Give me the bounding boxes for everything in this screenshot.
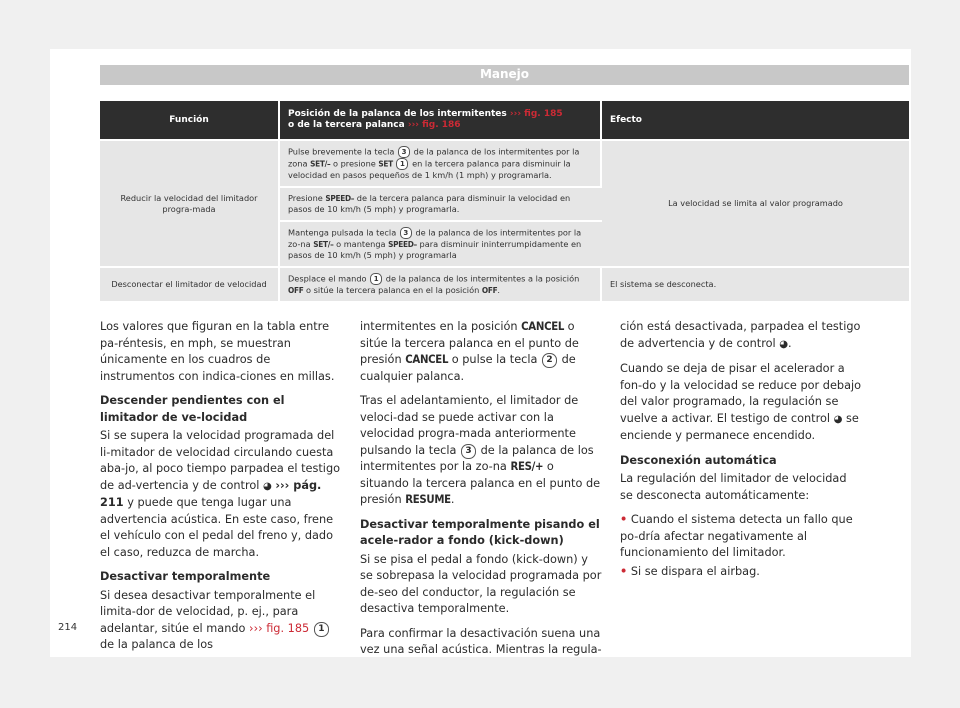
- paragraph: La regulación del limitador de velocidad se desconecta automáticamente:: [620, 472, 847, 502]
- row1-position-2: Presione SPEED– de la tercera palanca para disminuir la velocidad en pasos de 10 km/h (5 mph) y programarla.: [280, 186, 602, 220]
- row2-effect: El sistema se desconecta.: [602, 266, 909, 301]
- speedometer-icon: ◕: [263, 480, 272, 492]
- section-header: [100, 65, 909, 85]
- bullet-icon: •: [620, 564, 628, 578]
- paragraph: Si se pisa el pedal a fondo (kick-down) y se sobrepasa la velocidad programada por de-seo del conductor, la regulación se desactiva temporalmente.: [360, 552, 602, 615]
- page-link[interactable]: ››› pág. 211: [100, 478, 322, 509]
- key-label: RESUME: [405, 493, 451, 506]
- paragraph: Si desea desactivar temporalmente el limita-dor de velocidad, p. ej., para adelantar, sitúe el mando ››› fig. 185 1 de la palanca de los: [100, 588, 342, 654]
- header-effect: Efecto: [602, 101, 909, 139]
- row1-function: Reducir la velocidad del limitador progra-mada: [100, 139, 280, 266]
- speedometer-icon: ◕: [779, 338, 788, 350]
- table-header-row: [100, 101, 909, 139]
- key-label: CANCEL: [521, 320, 565, 333]
- callout-number: 1: [314, 622, 329, 637]
- list-item: • Cuando el sistema detecta un fallo que po-dría afectar negativamente al funcionamiento del limitador.: [620, 513, 853, 559]
- key-label: CANCEL: [405, 353, 449, 366]
- list-item: • Si se dispara el airbag.: [620, 564, 760, 578]
- row1-effect: La velocidad se limita al valor programado: [602, 139, 909, 266]
- manual-page: [50, 49, 911, 657]
- key-label: SPEED–: [325, 193, 355, 203]
- key-label: SET: [378, 158, 393, 169]
- key-label: SET/–: [310, 158, 331, 169]
- fig-link[interactable]: ››› fig. 185: [249, 621, 310, 635]
- paragraph: ción está desactivada, parpadea el testigo de advertencia y de control ◕.: [620, 320, 861, 350]
- key-label: RES/+: [510, 460, 544, 473]
- paragraph: Cuando se deja de pisar el acelerador a fon-do y la velocidad se reduce por debajo del valor programado, la regulación se vuelve a activar. El testigo de control ◕ se enciende y permanece encendido.: [620, 362, 862, 442]
- text-column-1: [100, 319, 342, 662]
- callout-number: 3: [461, 444, 476, 459]
- key-label: SET/–: [313, 239, 334, 249]
- paragraph: Los valores que figuran en la tabla entre pa-réntesis, en mph, se muestran únicamente en los cuadros de instrumentos con indica-ciones en millas.: [100, 320, 335, 383]
- bullet-icon: •: [620, 513, 628, 526]
- subheading: Desconexión automática: [620, 453, 777, 467]
- subheading: Descender pendientes con el limitador de ve-locidad: [100, 394, 285, 424]
- table-row: [100, 266, 909, 301]
- header-function: Función: [100, 101, 280, 139]
- paragraph: Para confirmar la desactivación suena una vez una señal acústica. Mientras la regula-: [360, 626, 602, 656]
- paragraph: intermitentes en la posición CANCEL o sitúe la tercera palanca en el punto de presión CANCEL o pulse la tecla 2 de cualquier palanca.: [360, 320, 579, 383]
- paragraph: Tras el adelantamiento, el limitador de veloci-dad se puede activar con la velocidad progra-mada anteriormente pulsando la tecla 3 de la palanca de los intermitentes por la zo-na RES/+ o situando la tercera palanca en el punto de presión RESUME.: [360, 394, 601, 506]
- table-row: [100, 139, 909, 186]
- speedometer-icon: ◕: [833, 413, 843, 425]
- fig-link[interactable]: ››› fig. 186: [407, 120, 461, 130]
- callout-number: 3: [398, 146, 410, 158]
- key-label: OFF: [288, 285, 304, 295]
- text-column-2: [360, 319, 602, 667]
- text-column-3: [620, 319, 862, 588]
- section-title: Manejo: [479, 67, 530, 81]
- subheading: Desactivar temporalmente: [100, 570, 271, 583]
- fig-link[interactable]: ››› fig. 185: [509, 109, 563, 119]
- paragraph: Si se supera la velocidad programada del li-mitador de velocidad circulando cuesta aba-jo, al poco tiempo parpadea el testigo de ad-vertencia y de control ◕ ››› pág. 211 y puede que tenga lugar una advertencia acústica. En este caso, frene el vehículo con el pedal del freno y, dado el caso, reduzca de marcha.: [100, 429, 341, 559]
- callout-number: 3: [400, 227, 412, 239]
- row2-position: Desplace el mando 1 de la palanca de los intermitentes a la posición OFF o sitúe la tercera palanca en el la posición OFF.: [280, 266, 602, 301]
- key-label: OFF: [481, 285, 498, 295]
- callout-number: 2: [542, 353, 557, 368]
- header-position: Posición de la palanca de los intermitentes ››› fig. 185 o de la tercera palanca ››› fig. 186: [280, 101, 602, 139]
- row2-function: Desconectar el limitador de velocidad: [100, 266, 280, 301]
- limiter-table: [100, 101, 909, 301]
- key-label: SPEED–: [388, 239, 417, 249]
- page-number: 214: [58, 622, 78, 633]
- callout-number: 1: [370, 273, 382, 285]
- row1-position-1: Pulse brevemente la tecla 3 de la palanca de los intermitentes por la zona SET/– o presione SET 1 en la tercera palanca para disminuir la velocidad en pasos pequeños de 1 km/h (1 mph) y programarla.: [280, 139, 602, 186]
- row1-position-3: Mantenga pulsada la tecla 3 de la palanca de los intermitentes por la zo-na SET/– o mantenga SPEED– para disminuir ininterrumpidamente en pasos de 10 km/h (5 mph) y programarla: [280, 220, 602, 266]
- callout-number: 1: [396, 158, 408, 170]
- subheading: Desactivar temporalmente pisando el acele-rador a fondo (kick-down): [360, 517, 600, 547]
